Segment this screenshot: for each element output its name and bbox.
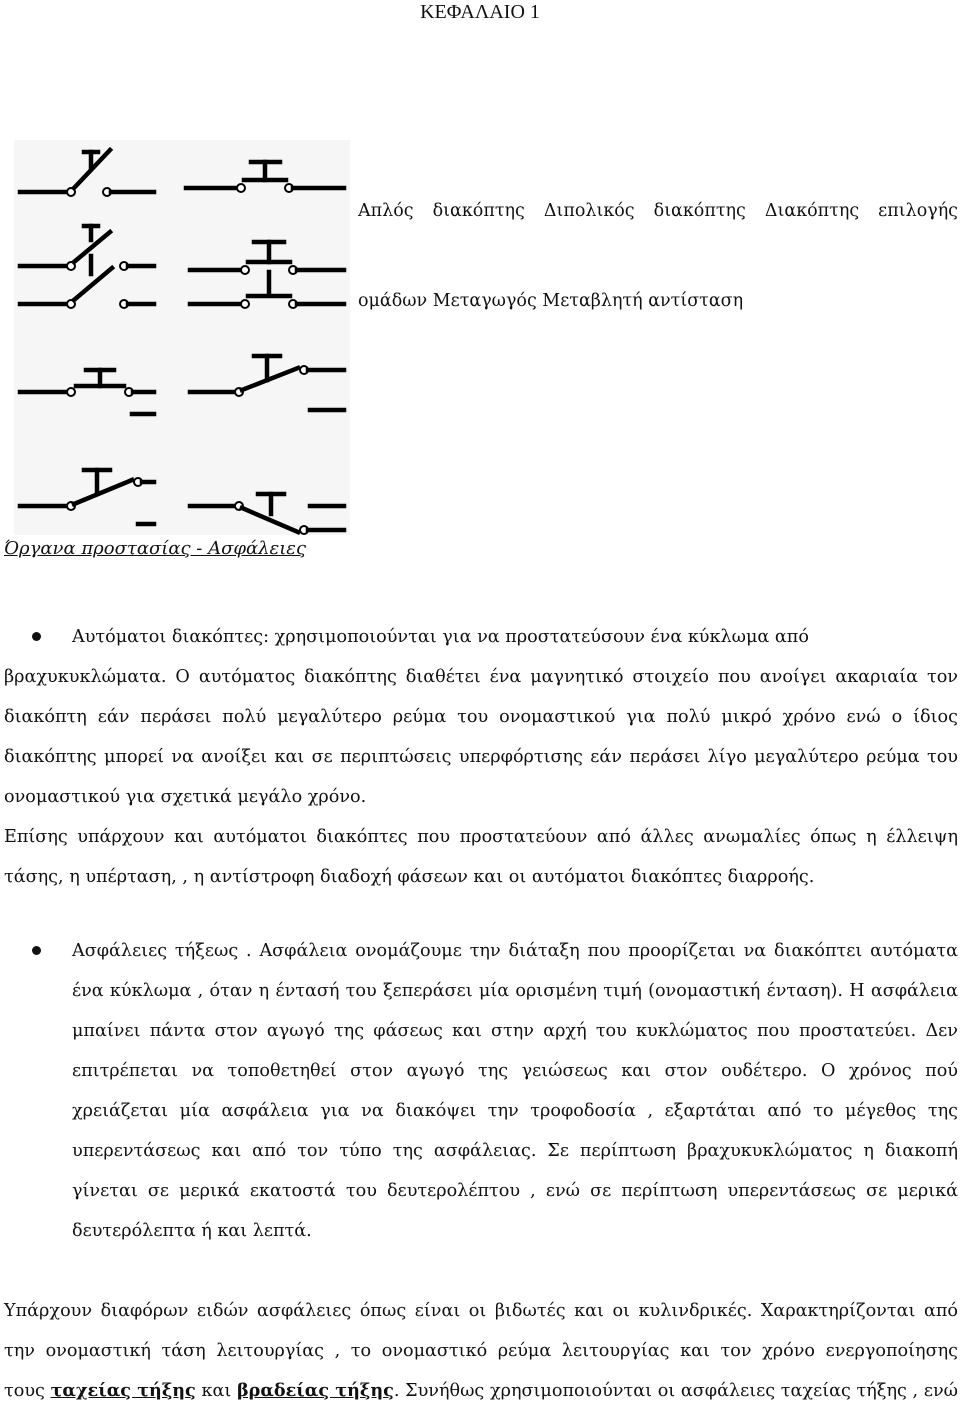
switch-symbols-figure (14, 140, 350, 535)
section-title: Όργανα προστασίας - Ασφάλειες (4, 538, 307, 559)
p1-line-2: βραχυκυκλώματα. Ο αυτόματος διακόπτης διαθέτει ένα μαγνητικό στοιχείο που ανοίγει ακαριαία τον (4, 667, 958, 687)
simple-switch-symbol (20, 150, 154, 196)
p3-line-8: δευτερόλεπτα ή και λεπτά. (72, 1221, 312, 1241)
changeover-tilted-symbol (20, 470, 154, 524)
symbols-caption-line-1: Απλός διακόπτης Διπολικός διακόπτης Διακόπτης επιλογής (358, 201, 958, 221)
p1-line-5: ονομαστικού για σχετικά μεγάλο χρόνο. (4, 787, 367, 807)
p3-line-5: χρειάζεται μία ασφάλεια για να διακόψει την τροφοδοσία , εξαρτάται από το μέγεθος της (72, 1101, 958, 1121)
group-selector-switch-symbol (190, 242, 344, 308)
chapter-header: ΚΕΦΑΛΑΙΟ 1 (420, 1, 540, 23)
bipolar-switch-symbol (20, 226, 154, 308)
variable-resistance-symbol (190, 494, 344, 534)
toggle-switch-symbol (190, 356, 344, 410)
p4-line-1: Υπάρχουν διαφόρων ειδών ασφάλειες όπως είναι οι βιδωτές και οι κυλινδρικές. Χαρακτηρίζονται από (4, 1301, 958, 1321)
p4-line-3 (4, 1378, 958, 1404)
p1-line-4: διακόπτης μπορεί να ανοίξει και σε περιπτώσεις υπερφόρτισης εάν περάσει λίγο μεγαλύτερο ρεύμα του (4, 747, 958, 767)
p3-line-7: γίνεται σε μερικά εκατοστά του δευτερολέπτου , ενώ σε περίπτωση υπερεντάσεως σε μερικά (72, 1181, 958, 1201)
p3-line-1: Ασφάλειες τήξεως . Ασφάλεια ονομάζουμε την διάταξη που προορίζεται να διακόπτει αυτόματα (72, 941, 958, 961)
p4-line-3-post: . Συνήθως χρησιμοποιούνται οι ασφάλειες ταχείας τήξης , ενώ (393, 1381, 959, 1401)
p2-line-1: Επίσης υπάρχουν και αυτόματοι διακόπτες που προστατεύουν από άλλες ανωμαλίες όπως η έλλειψη (4, 827, 958, 847)
slow-fuse-term: βραδείας τήξης (236, 1380, 394, 1401)
p4-line-3-mid: και (195, 1381, 237, 1401)
p1-line-1: Αυτόματοι διακόπτες: χρησιμοποιούνται για να προστατεύσουν ένα κύκλωμα από (72, 627, 809, 647)
p4-line-3-pre: τους (4, 1381, 51, 1401)
bullet-icon (32, 632, 41, 641)
bullet-icon (32, 946, 41, 955)
p3-line-2: ένα κύκλωμα , όταν η έντασή του ξεπεράσει μία ορισμένη τιμή (ονομαστική ένταση). Η ασφάλεια (72, 981, 958, 1001)
p3-line-4: επιτρέπεται να τοποθετηθεί στον αγωγό της γειώσεως και στον ουδέτερο. Ο χρόνος πού (72, 1061, 958, 1081)
push-button-symbol (186, 162, 344, 192)
p4-line-2: την ονομαστική τάση λειτουργίας , το ονομαστικό ρεύμα λειτουργίας και τον χρόνο ενεργοποίησης (4, 1341, 958, 1361)
fast-fuse-term: ταχείας τήξης (50, 1380, 196, 1401)
p3-line-6: υπερεντάσεως και από τον τύπο της ασφάλειας. Σε περίπτωση βραχυκυκλώματος η διακοπή (72, 1141, 958, 1161)
p2-line-2: τάσης, η υπέρταση, , η αντίστροφη διαδοχή φάσεων και οι αυτόματοι διακόπτες διαρροής. (4, 867, 815, 887)
p1-line-3: διακόπτη εάν περάσει πολύ μεγαλύτερο ρεύμα του ονομαστικού για πολύ μικρό χρόνο ενώ ο ίδιος (4, 707, 958, 727)
symbols-caption-line-2: ομάδων Μεταγωγός Μεταβλητή αντίσταση (358, 291, 744, 311)
changeover-switch-symbol (20, 370, 154, 414)
p3-line-3: μπαίνει πάντα στον αγωγό της φάσεως και στην αρχή του κυκλώματος που προστατεύει. Δεν (72, 1021, 958, 1041)
switch-symbols-svg (14, 140, 350, 535)
